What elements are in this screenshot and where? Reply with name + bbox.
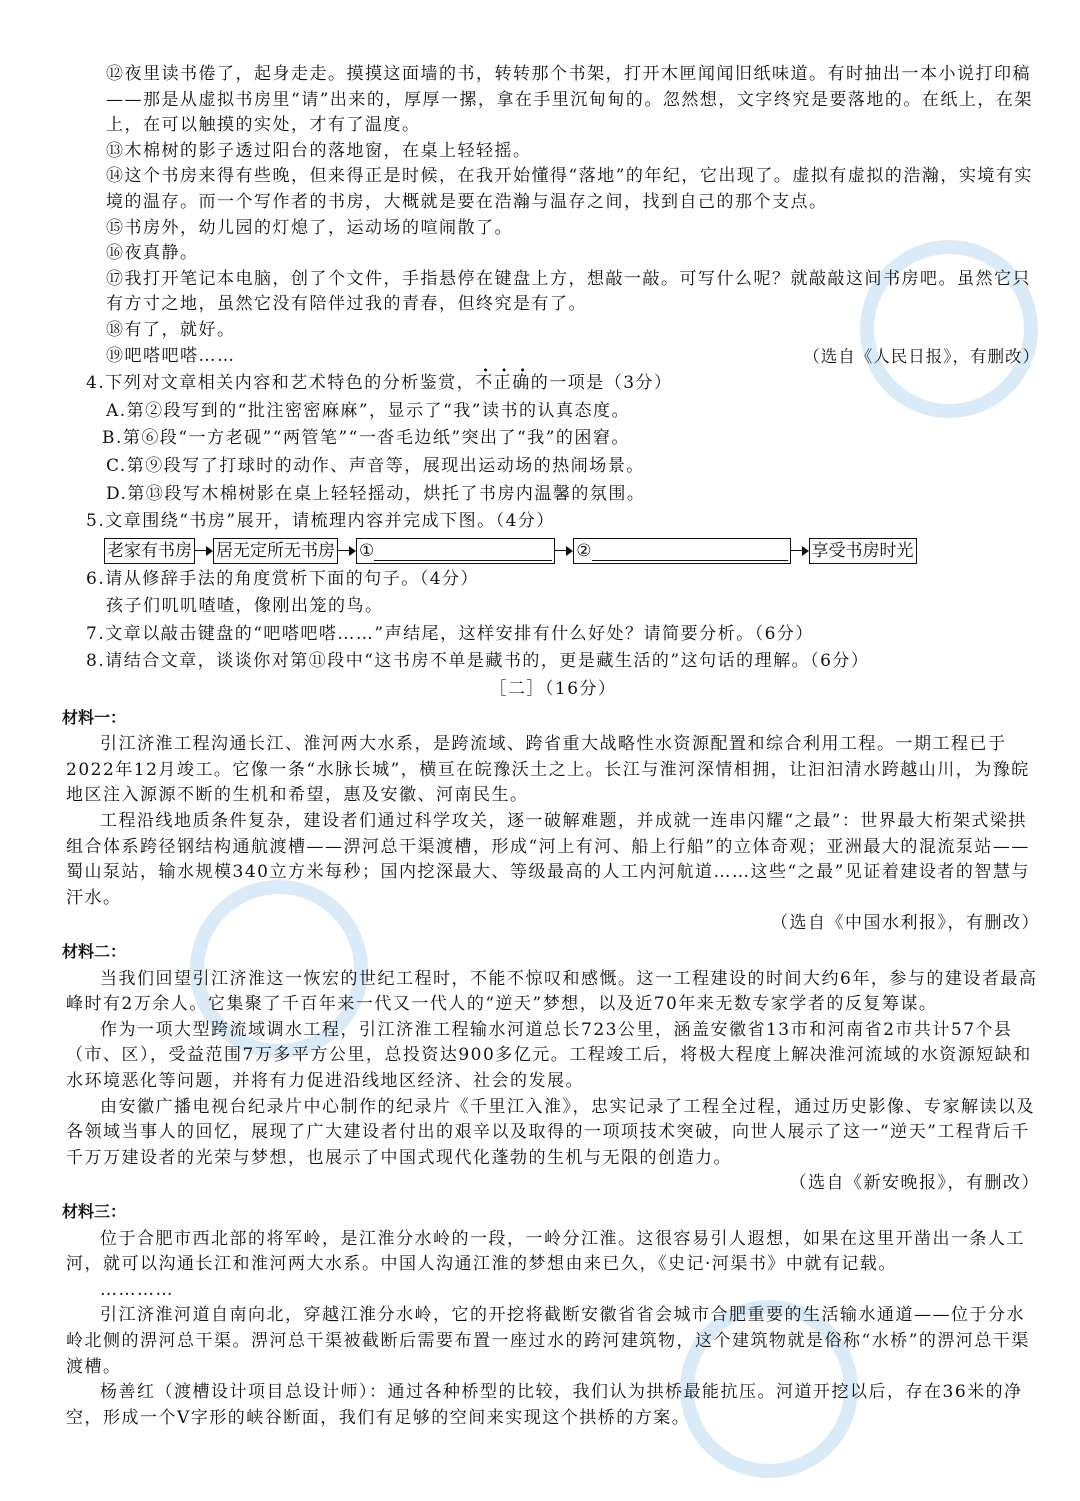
option-b: B.第⑥段“一方老砚”“两管笔”“一沓毛边纸”突出了“我”的困窘。 bbox=[102, 428, 630, 449]
paragraph: ⑫夜里读书倦了，起身走走。摸摸这面墙的书，转转那个书架，打开木匣闻闻旧纸味道。有时抽出一本小说打印稿——那是从虚拟书房里“请”出来的，厚厚一摞，拿在手里沉甸甸的。忽然想，文字终究是要落地的。在纸上，在架上，在可以触摸的实处，才有了温度。 bbox=[106, 64, 1033, 136]
paragraph: 引江济淮工程沟通长江、淮河两大水系，是跨流域、跨省重大战略性水资源配置和综合利用工程。一期工程已于2022年12月竣工。它像一条“水脉长城”，横亘在皖豫沃土之上。长江与淮河深情相拥，让汩汩清水跨越山川，为豫皖地区注入源源不断的生机和希望，惠及安徽、河南民生。 bbox=[66, 734, 1030, 806]
paragraph-text: ⑲吧嗒吧嗒…… bbox=[106, 345, 236, 366]
material-2-label: 材料二： bbox=[62, 942, 127, 961]
question-8: 8.请结合文章，谈谈你对第⑪段中“这书房不单是藏书的，更是藏生活的”这句话的理解。（6分） bbox=[86, 651, 870, 672]
question-text: 4.下列对文章相关内容和艺术特色的分析鉴赏， bbox=[86, 373, 476, 394]
arrow-icon bbox=[791, 545, 809, 557]
paragraph: 杨善红（渡槽设计项目总设计师）：通过各种桥型的比较，我们认为拱桥最能抗压。河道开挖以后，存在36米的净空，形成一个V字形的峡谷断面，我们有足够的空间来实现这个拱桥的方案。 bbox=[66, 1382, 1023, 1428]
paragraph: ⑰我打开笔记本电脑，创了个文件，手指悬停在键盘上方，想敲一敲。可写什么呢？就敲敲这间书房吧。虽然它只有方寸之地，虽然它没有陪伴过我的青春，但终究是有了。 bbox=[106, 268, 1031, 315]
source-note: （选自《人民日报》，有删改） bbox=[803, 346, 1040, 366]
ellipsis-line: ………… bbox=[100, 1279, 174, 1300]
blank-number: ② bbox=[576, 540, 592, 561]
material-1-label: 材料一： bbox=[62, 707, 127, 727]
paragraph-text: 工程沿线地质条件复杂，建设者们通过科学攻关，逐一破解难题，并成就一连串闪耀“之最”：世界最大桁架式梁拱组合体系跨径钢结构通航渡槽——淠河总干渠渡槽，形成“河上有河、船上行船”的立体奇观；亚洲最大的混流泵站——蜀山泵站，输水规模340立方米每秒；国内挖深最大、等级最高的人工内河航道……这些“之最”见证着建设者的智慧与汗水。 bbox=[66, 811, 1030, 908]
paragraph: ⑬木棉树的影子透过阳台的落地窗，在桌上轻轻摇。 bbox=[106, 140, 532, 161]
paragraph: 引江济淮河道自南向北，穿越江淮分水岭，它的开挖将截断安徽省省会城市合肥重要的生活输水通道——位于分水岭北侧的淠河总干渠。淠河总干渠被截断后需要布置一座过水的跨河建筑物，这个建筑物就是俗称“水桥”的淠河总干渠渡槽。 bbox=[66, 1305, 1030, 1377]
question-5: 5.文章围绕“书房”展开，请梳理内容并完成下图。（4分） bbox=[86, 511, 555, 532]
quoted-sentence: 孩子们叽叽喳喳，像刚出笼的鸟。 bbox=[106, 596, 384, 617]
paragraph-last bbox=[66, 344, 1040, 370]
flow-box: 享受书房时光 bbox=[809, 538, 917, 564]
question-7: 7.文章以敲击键盘的“吧嗒吧嗒……”声结尾，这样安排有什么好处？请简要分析。（6分） bbox=[86, 623, 814, 644]
material-3-label: 材料三： bbox=[62, 1201, 127, 1221]
question-block bbox=[66, 371, 1040, 675]
paragraph: ⑭这个书房来得有些晚，但来得正是时候，在我开始懂得“落地”的年纪，它出现了。虚拟有虚拟的浩瀚，实境有实境的温存。而一个写作者的书房，大概就是要在浩瀚与温存之间，找到自己的那个支点。 bbox=[106, 166, 1033, 212]
emphasis-char: 确 bbox=[512, 373, 531, 394]
flow-box: 居无定所无书房 bbox=[213, 538, 338, 564]
paragraph: 当我们回望引江济淮这一恢宏的世纪工程时，不能不惊叹和感慨。这一工程建设的时间大约6年，参与的建设者最高峰时有2万余人。它集聚了千百年来一代又一代人的“逆天”梦想，以及近70年来无数专家学者的反复筹谋。 bbox=[66, 968, 1038, 1015]
reading-passage bbox=[66, 62, 1040, 369]
paragraph: ⑱有了，就好。 bbox=[106, 319, 236, 340]
source-note: （选自《中国水利报》，有删改） bbox=[771, 913, 1040, 934]
question-text: 的一项是（3分） bbox=[530, 373, 673, 394]
arrow-icon bbox=[195, 545, 213, 557]
emphasis-char: 正 bbox=[493, 373, 513, 394]
paragraph: 由安徽广播电视台纪录片中心制作的纪录片《千里江入淮》，忠实记录了工程全过程，通过历史影像、专家解读以及各领域当事人的回忆，展现了广大建设者付出的艰辛以及取得的一项项技术突破，向世人展示了这一“逆天”工程背后千千万万建设者的光荣与梦想，也展示了中国式现代化蓬勃的生机与无限的创造力。 bbox=[66, 1096, 1035, 1168]
flow-box: 老家有书房 bbox=[104, 538, 195, 564]
source-note: （选自《新安晚报》，有删改） bbox=[789, 1173, 1040, 1194]
paragraph: ⑮书房外，幼儿园的灯熄了，运动场的喧闹散了。 bbox=[106, 217, 513, 238]
emphasis-char: 不 bbox=[475, 373, 494, 394]
arrow-icon bbox=[338, 545, 356, 557]
option-d: D.第⑬段写木棉树影在桌上轻轻摇动，烘托了书房内温馨的氛围。 bbox=[106, 483, 646, 504]
paragraph: 作为一项大型跨流域调水工程，引江济淮工程输水河道总长723公里，涵盖安徽省13市和河南省2市共计57个县（市、区），受益范围7万多平方公里，总投资达900多亿元。工程竣工后，将极大程度上解决淮河流域的水资源短缺和水环境恶化等问题，并将有力促进沿线地区经济、社会的发展。 bbox=[66, 1019, 1032, 1091]
paragraph: 位于合肥市西北部的将军岭，是江淮分水岭的一段，一岭分江淮。这很容易引人遐想，如果在这里开凿出一条人工河，就可以沟通长江和淮河两大水系。中国人沟通江淮的梦想由来已久，《史记·河渠书》中就有记载。 bbox=[66, 1228, 1025, 1275]
blank-number: ① bbox=[359, 540, 375, 561]
option-c: C.第⑨段写了打球时的动作、声音等，展现出运动场的热闹场景。 bbox=[106, 455, 645, 476]
question-4 bbox=[66, 371, 1040, 397]
flow-box-blank bbox=[356, 538, 555, 564]
option-a: A.第②段写到的“批注密密麻麻”，显示了“我”读书的认真态度。 bbox=[106, 400, 630, 421]
paragraph bbox=[66, 809, 1040, 911]
arrow-icon bbox=[555, 545, 573, 557]
flow-box-blank bbox=[573, 538, 790, 564]
answer-blank[interactable] bbox=[592, 542, 788, 561]
paragraph: ⑯夜真静。 bbox=[106, 243, 199, 264]
section-title: ［二］（16分） bbox=[489, 679, 617, 700]
question-6: 6.请从修辞手法的角度赏析下面的句子。（4分） bbox=[86, 568, 480, 589]
answer-blank[interactable] bbox=[374, 542, 552, 561]
flow-diagram bbox=[66, 538, 1040, 564]
